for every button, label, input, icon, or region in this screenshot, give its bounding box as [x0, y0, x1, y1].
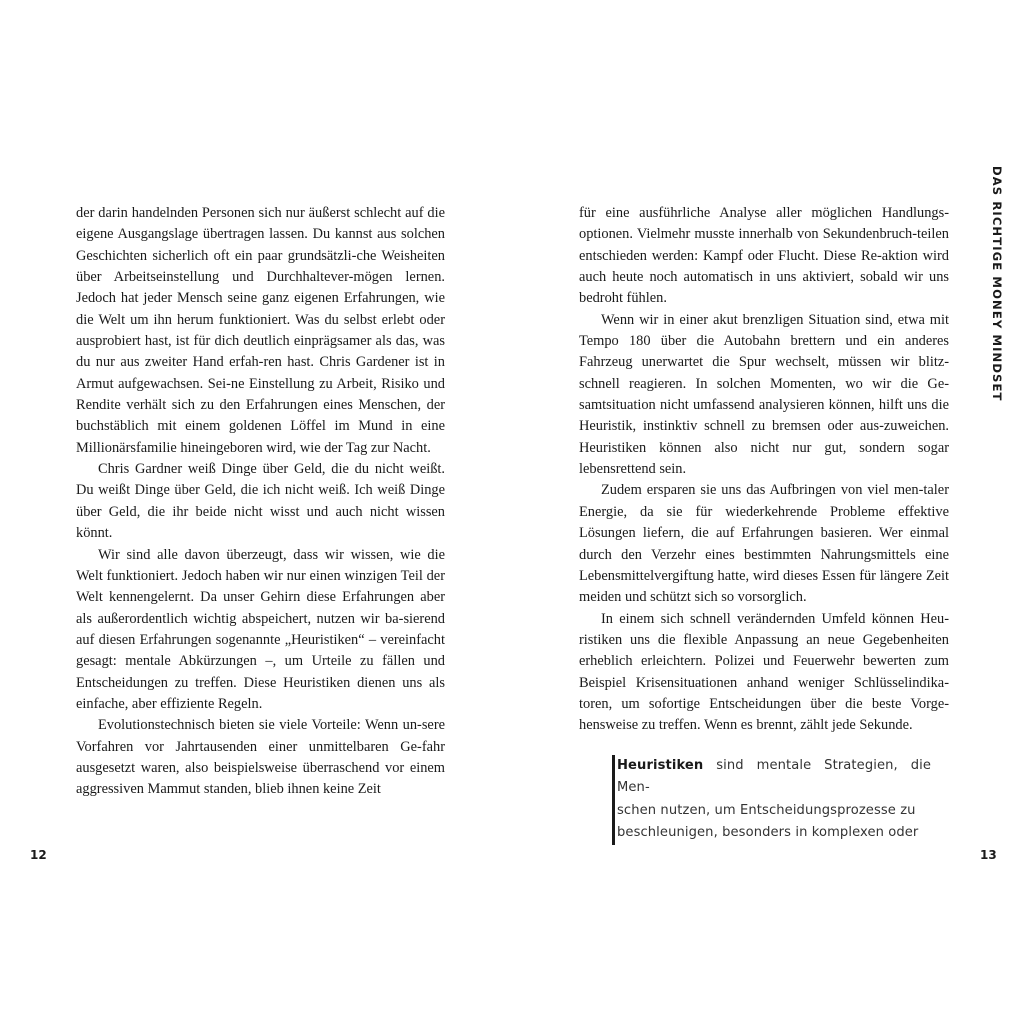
- text-line: sierend auf diesen Erfahrungen sogenannte „Heuristiken“: [76, 610, 445, 648]
- text-line: Erfahrungen, wie die Welt um ihn herum funktioniert. Was: [76, 290, 445, 328]
- text-line: Fahrzeug unerwartet die Spur wechselt, müssen wir blitz-: [579, 354, 949, 371]
- right-body-text: [579, 203, 949, 737]
- text-line: – vereinfacht gesagt: mentale Abkürzungen –, um Urteile: [76, 631, 445, 670]
- text-line: uns die Heuristik, instinktiv schnell zu bremsen oder aus-: [579, 397, 949, 435]
- page-number-left: 12: [30, 848, 47, 862]
- paragraph: [76, 203, 445, 459]
- text-line: samtsituation nicht umfassend analysieren können, hilft: [579, 397, 903, 414]
- text-line: der Welt kennengelernt. Da unser Gehirn diese Erfahrungen: [76, 567, 445, 606]
- text-line: hineingeboren wird, wie der Tag zur Nacht.: [180, 439, 431, 456]
- paragraph: [579, 203, 949, 310]
- text-line: che Weisheiten über Arbeitseinstellung und Durchhaltever-: [76, 247, 445, 286]
- text-line: zuweichen. Heuristiken können also nicht nur gut, sondern: [579, 418, 949, 456]
- text-line: In einem sich schnell verändernden Umfeld können Heu-: [601, 610, 949, 627]
- text-line: mögen lernen. Jedoch hat jeder Mensch seine ganz eigenen: [76, 269, 445, 307]
- text-line: Chris Gardner weiß Dinge über Geld, die du nicht: [98, 461, 404, 478]
- text-line: toren, um sofortige Entscheidungen über die beste Vorge-: [579, 695, 949, 712]
- text-line: durch den Verzehr eines bestimmten Nahrungsmittels eine: [579, 546, 949, 563]
- callout-text: [617, 755, 931, 845]
- text-line: mit Tempo 180 über die Autobahn brettern und ein anderes: [579, 311, 949, 350]
- text-line: Welt funktioniert. Jedoch haben wir nur einen winzigen Teil: [76, 567, 423, 584]
- text-line: zu fällen und Entscheidungen zu treffen. Diese Heuristiken: [76, 653, 445, 691]
- paragraph: [579, 609, 949, 737]
- left-body-text: [76, 203, 445, 801]
- text-line: hensweise zu treffen. Wenn es brennt, zählt jede Sekunde.: [579, 717, 913, 734]
- text-line: weiß Dinge über Geld, die ihr beide nicht wisst und auch: [76, 482, 445, 520]
- text-line: Zudem ersparen sie uns das Aufbringen von viel men-: [601, 482, 924, 499]
- paragraph: [579, 480, 949, 608]
- text-line: Zeit meiden und schützt sich so vorsorglich.: [579, 567, 949, 606]
- text-line: einprägsamer als das, was du nur aus zweiter Hand erfah-: [76, 333, 445, 371]
- text-line: Evolutionstechnisch bieten sie viele Vorteile: Wenn un-: [98, 717, 422, 734]
- text-line: zu den Erfahrungen eines Menschen, der buchstäblich mit: [76, 397, 445, 435]
- text-line: Beispiel Krisensituationen anhand weniger Schlüsselindika-: [579, 674, 949, 691]
- text-line: für eine ausführliche Analyse aller möglichen Handlungs-: [579, 205, 949, 221]
- text-line: auf die eigene Ausgangslage übertragen lassen. Du kannst: [76, 205, 445, 243]
- text-line: teilen entschieden werden: Kampf oder Flucht. Diese Re-: [579, 226, 949, 264]
- paragraph: [76, 459, 445, 544]
- text-line: ne Einstellung zu Arbeit, Risiko und Rendite verhält sich: [76, 375, 445, 414]
- text-line: erheblich erleichtern. Polizei und Feuerwehr bewerten zum: [579, 653, 949, 670]
- text-line: optionen. Vielmehr musste innerhalb von Sekundenbruch-: [579, 226, 918, 243]
- right-page: [512, 0, 1024, 1024]
- text-line: du selbst erlebt oder ausprobiert hast, ist für dich deutlich: [76, 311, 445, 350]
- text-line: ren hast. Chris Gardener ist in Armut aufgewachsen. Sei-: [76, 354, 445, 392]
- paragraph: [76, 715, 445, 800]
- callout-line: beschleunigen, besonders in komplexen oder: [617, 825, 919, 841]
- text-line: Lebensmittelvergiftung hatte, wird dieses Essen für längere: [579, 567, 923, 584]
- text-line: aber als außerordentlich wichtig abspeichert, nutzen wir ba-: [76, 589, 445, 627]
- text-line: dienen uns als einfache, aber effiziente Regeln.: [76, 674, 445, 712]
- text-line: sere Vorfahren vor Jahrtausenden einer unmittelbaren Ge-: [76, 717, 445, 755]
- text-line: weißt. Du weißt Dinge über Geld, die ich nicht weiß. Ich: [76, 461, 445, 499]
- running-head: DAS RICHTIGE MONEY MINDSET: [990, 166, 1004, 402]
- text-line: Wenn wir in einer akut brenzligen Situation sind, etwa: [601, 311, 925, 328]
- text-line: Wir sind alle davon überzeugt, dass wir wissen, wie die: [98, 546, 445, 563]
- text-line: taler Energie, da sie für wiederkehrende Probleme effektive: [579, 482, 949, 520]
- callout-line: schen nutzen, um Entscheidungsprozesse zu: [617, 802, 916, 818]
- text-line: aktion wird auch heute noch automatisch in uns aktiviert,: [579, 247, 949, 286]
- text-line: sobald wir uns bedroht fühlen.: [579, 269, 949, 307]
- callout-term: Heuristiken: [617, 758, 704, 773]
- text-line: fahr ausgesetzt waren, also beispielsweise überraschend vor: [76, 738, 445, 776]
- text-line: ristiken uns die flexible Anpassung an neue Gegebenheiten: [579, 631, 949, 648]
- paragraph: [579, 310, 949, 481]
- text-line: schnell reagieren. In solchen Momenten, wo wir die Ge-: [579, 375, 949, 392]
- callout-line: sind mentale Strategien, die Men-: [617, 758, 931, 796]
- paragraph: [76, 545, 445, 716]
- definition-callout: [612, 755, 931, 845]
- text-line: nicht wissen könnt.: [76, 503, 445, 542]
- text-line: sogar lebensrettend sein.: [579, 439, 949, 478]
- text-line: einem goldenen Löffel im Mund in eine Millionärsfamilie: [76, 418, 445, 456]
- text-line: der darin handelnden Personen sich nur äußerst schlecht: [76, 205, 402, 221]
- text-line: Lösungen liefern, die auf Erfahrungen basieren. Wer einmal: [579, 525, 949, 542]
- page-number-right: 13: [980, 848, 997, 862]
- text-line: einem aggressiven Mammut standen, blieb ihnen keine Zeit: [76, 759, 445, 798]
- text-line: aus solchen Geschichten sicherlich oft ein paar grundsätzli-: [76, 226, 445, 264]
